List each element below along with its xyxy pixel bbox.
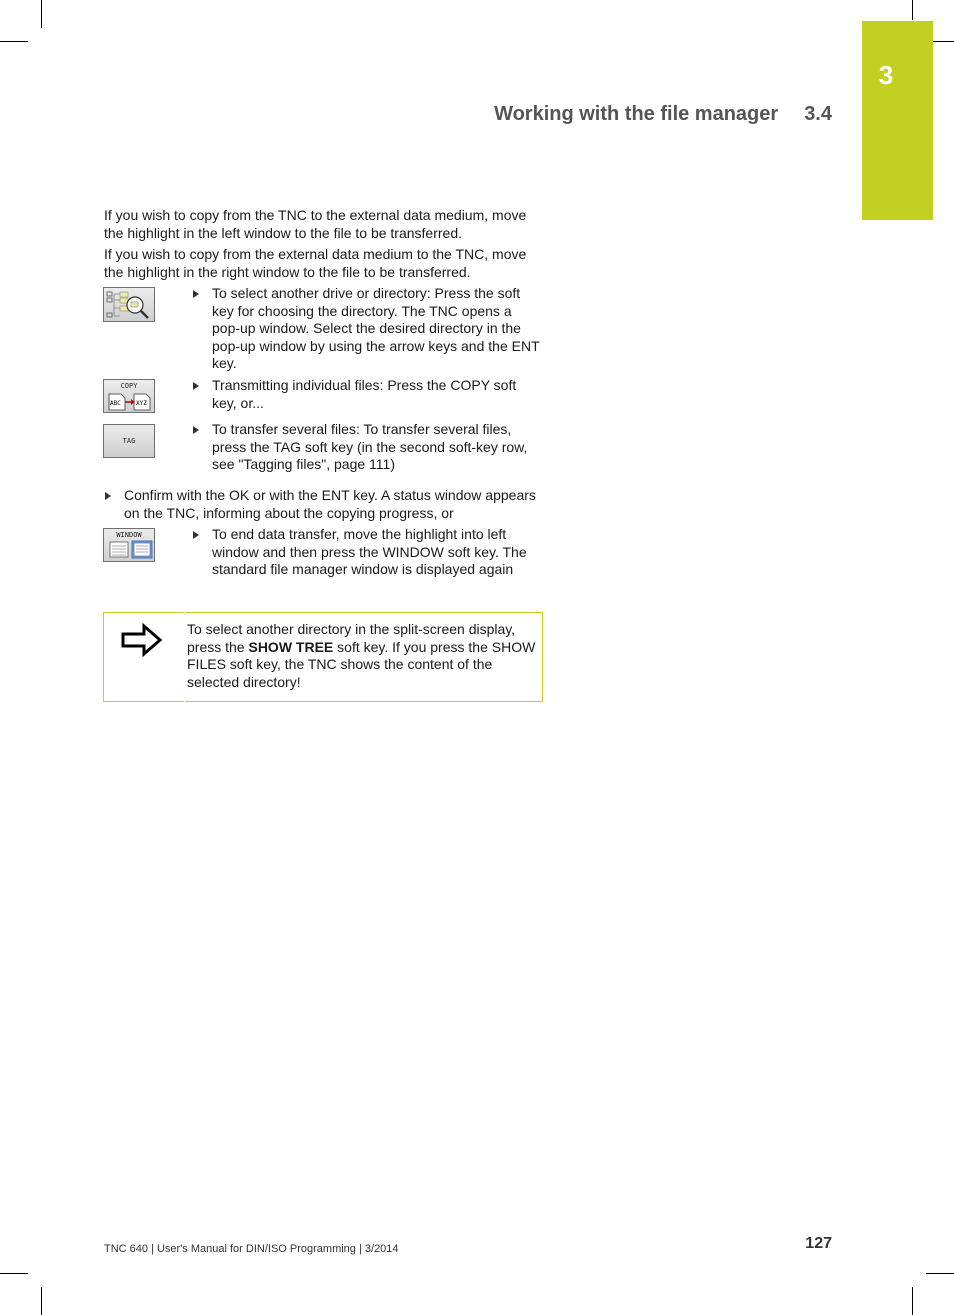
copy-target-label: XYZ [136, 400, 147, 407]
crop-mark [912, 0, 913, 20]
bullet-triangle-icon [193, 290, 199, 298]
bullet-triangle-icon [193, 531, 199, 539]
paragraph-copy-to-external: If you wish to copy from the TNC to the external data medium, move the highlight in the left window to the file to be transferred. [104, 207, 527, 241]
bullet-triangle-icon [193, 382, 199, 390]
tag-softkey-icon [103, 424, 155, 458]
header-section: 3.4 [804, 103, 832, 125]
step-select-directory: To select another drive or directory: Press the soft key for choosing the directory. The TNC opens a pop-up window. Select the desired directory in the pop-up window by using the arrow keys and the ENT key. [193, 285, 543, 373]
paragraph-copy-from-external: If you wish to copy from the external data medium to the TNC, move the highlight in the right window to the file to be transferred. [104, 246, 527, 280]
step-confirm: Confirm with the OK or with the ENT key. A status window appears on the TNC, informing about the copying progress, or [105, 487, 545, 522]
step-end-transfer: To end data transfer, move the highlight into left window and then press the WINDOW soft key. The standard file manager window is displayed again [193, 526, 543, 579]
crop-mark [0, 41, 28, 42]
step-copy-individual: Transmitting individual files: Press the COPY soft key, or... [193, 377, 543, 412]
chapter-tab [862, 21, 933, 220]
bullet-triangle-icon [193, 426, 199, 434]
page-number: 127 [805, 1235, 832, 1252]
copy-softkey-label: COPY [120, 382, 138, 390]
copy-softkey-icon [103, 379, 155, 413]
chapter-number: 3 [878, 60, 894, 90]
directory-tree-icon [103, 287, 155, 322]
arrow-right-icon [120, 622, 164, 658]
copy-source-label: ABC [110, 400, 121, 407]
crop-mark [926, 1273, 954, 1274]
page-header [494, 103, 832, 126]
note-keyword: SHOW TREE [248, 638, 334, 655]
tag-softkey-label: TAG [122, 437, 136, 445]
window-softkey-label: WINDOW [116, 531, 142, 539]
crop-mark [41, 0, 42, 28]
note-text: To select another directory in the split-screen display, press the SHOW TREE soft key. If you press the SHOW FILES soft key, the TNC shows the content of the selected directory! [187, 621, 536, 690]
crop-mark [0, 1273, 28, 1274]
step-tag-several: To transfer several files: To transfer several files, press the TAG soft key (in the second soft-key row, see "Tagging files", page 111) [193, 421, 543, 474]
bullet-triangle-icon [105, 492, 111, 500]
header-title: Working with the file manager [494, 103, 779, 125]
footer-text: TNC 640 | User's Manual for DIN/ISO Programming | 3/2014 [104, 1243, 399, 1255]
note-box [103, 612, 543, 702]
window-softkey-icon [103, 528, 155, 562]
crop-mark [41, 1287, 42, 1315]
crop-mark [912, 1287, 913, 1315]
